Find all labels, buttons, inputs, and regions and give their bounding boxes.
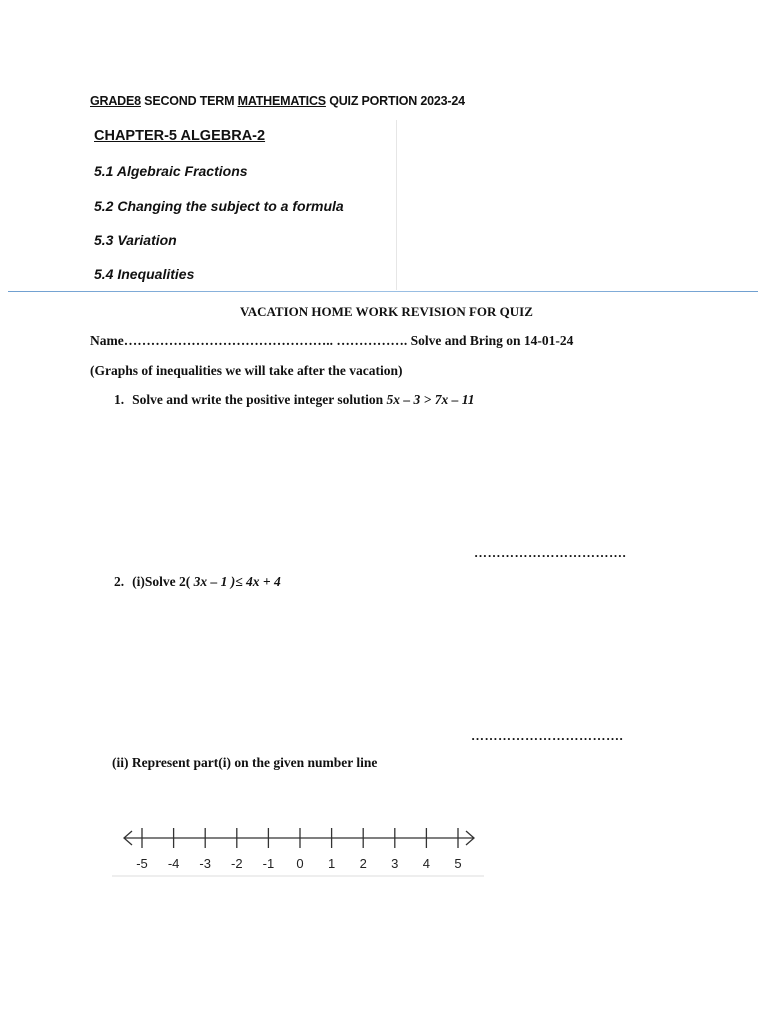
header-subject: MATHEMATICS xyxy=(237,94,326,108)
question-1-text: Solve and write the positive integer solution xyxy=(132,392,387,407)
topic-variation: 5.3 Variation xyxy=(94,232,177,248)
header-term: SECOND TERM xyxy=(140,94,238,108)
header-grade: GRADE8 xyxy=(90,94,141,108)
question-1 xyxy=(114,392,474,408)
number-line-label: 4 xyxy=(422,856,431,871)
question-2-number: 2. xyxy=(114,574,125,589)
question-2-expression: 3x – 1 )≤ 4x + 4 xyxy=(193,574,281,589)
number-line-label: 2 xyxy=(359,856,367,871)
number-line-label: 5 xyxy=(454,856,462,871)
number-line-label: -2 xyxy=(231,856,243,871)
question-1-expression: 5x – 3 > 7x – 11 xyxy=(386,392,475,407)
question-2-part-ii: (ii) Represent part(i) on the given number line xyxy=(112,755,378,770)
number-line-label: 0 xyxy=(296,856,304,871)
header-portion: QUIZ PORTION 2023-24 xyxy=(325,94,465,108)
number-line-label: -1 xyxy=(262,856,275,871)
answer-line-2: ……………………………. xyxy=(471,728,624,743)
number-line-label: 3 xyxy=(391,856,399,871)
topic-changing-subject: 5.2 Changing the subject to a formula xyxy=(94,198,344,214)
name-line: Name……………………………………….. ……………. Solve and Bring on 14-01-24 xyxy=(90,333,574,348)
question-2 xyxy=(114,574,281,590)
number-line-label: -3 xyxy=(199,856,211,871)
chapter-title: CHAPTER-5 ALGEBRA-2 xyxy=(94,128,266,144)
number-line-label: -5 xyxy=(136,856,148,871)
worksheet-title: VACATION HOME WORK REVISION FOR QUIZ xyxy=(240,304,533,319)
number-line-label: 1 xyxy=(327,856,336,871)
number-line-label: -4 xyxy=(167,856,180,871)
question-2-text: (i)Solve 2( xyxy=(132,574,194,589)
topic-algebraic-fractions: 5.1 Algebraic Fractions xyxy=(94,163,248,179)
answer-line-1: ……………………………. xyxy=(474,545,627,560)
number-line xyxy=(112,818,487,880)
chapter-box xyxy=(88,120,397,290)
section-divider xyxy=(8,291,758,292)
portion-header xyxy=(90,94,465,108)
topic-inequalities: 5.4 Inequalities xyxy=(94,266,195,282)
question-1-number: 1. xyxy=(114,392,125,407)
worksheet-note: (Graphs of inequalities we will take after the vacation) xyxy=(90,363,403,378)
